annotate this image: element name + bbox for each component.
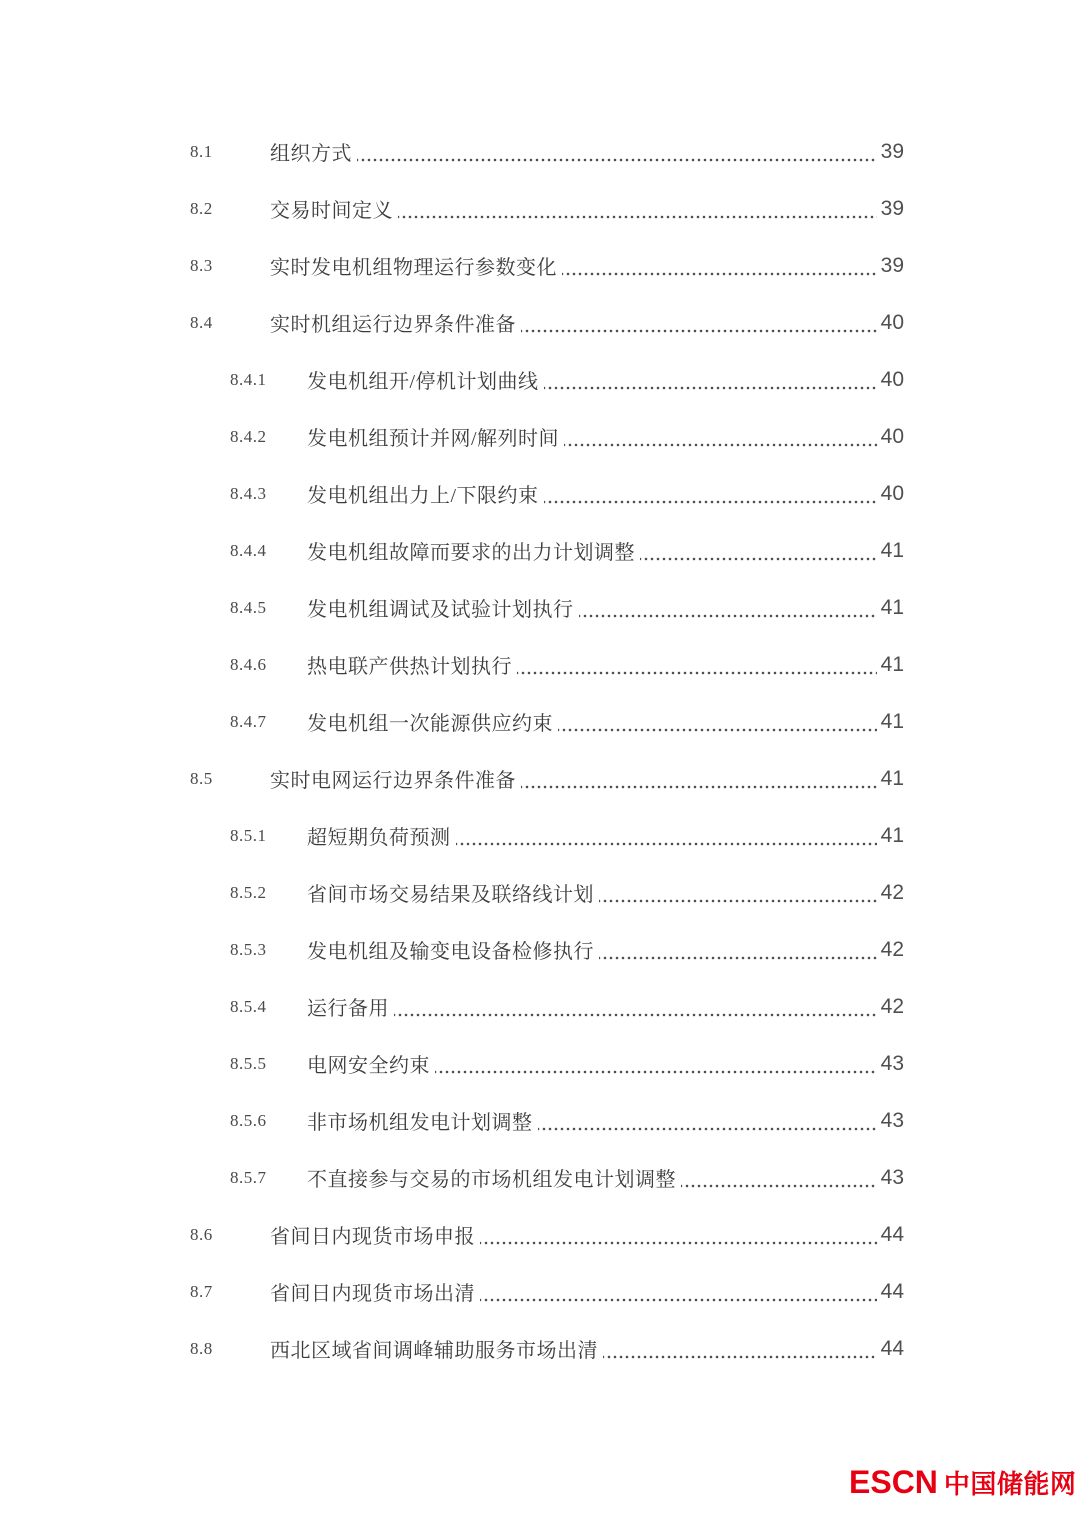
toc-entry-number: 8.3 [190,255,213,275]
toc-entry-title: 实时发电机组物理运行参数变化 [270,257,557,279]
toc-entry-number: 8.5.6 [230,1110,267,1130]
dot-leader [603,1320,877,1377]
toc-entry-page: 39 [880,253,904,277]
toc-entry [0,522,1080,579]
toc-entry-title: 发电机组开/停机计划曲线 [307,371,539,393]
escn-logo-latin-text: ESCN [849,1464,938,1500]
toc-entry [0,978,1080,1035]
toc-entry-title: 西北区域省间调峰辅助服务市场出清 [270,1340,598,1362]
toc-entry-number: 8.2 [190,198,213,218]
toc-entry [0,864,1080,921]
toc-entry [0,636,1080,693]
toc-entry-number: 8.4.1 [230,369,267,389]
toc-entry-number: 8.5.3 [230,939,267,959]
toc-entry-number: 8.4.7 [230,711,267,731]
toc-entry-number: 8.5.1 [230,825,267,845]
toc-entry-page: 41 [880,595,904,619]
toc-entry-number: 8.5.7 [230,1167,267,1187]
dot-leader [521,750,877,807]
escn-logo [849,1466,1076,1498]
toc-entry-title: 不直接参与交易的市场机组发电计划调整 [307,1169,676,1191]
toc-entry-page: 40 [880,367,904,391]
toc-entry-number: 8.5.5 [230,1053,267,1073]
toc-entry-page: 43 [880,1051,904,1075]
toc-entry-number: 8.1 [190,141,213,161]
toc-entry-page: 40 [880,481,904,505]
dot-leader [538,1092,878,1149]
toc-entry [0,1263,1080,1320]
toc-entry [0,1035,1080,1092]
toc-entry-page: 41 [880,823,904,847]
toc-entry-title: 热电联产供热计划执行 [307,656,512,678]
dot-leader [558,693,877,750]
toc-entry [0,1092,1080,1149]
toc-entry-title: 发电机组出力上/下限约束 [307,485,539,507]
toc-entry-title: 发电机组一次能源供应约束 [307,713,553,735]
toc-entry-title: 超短期负荷预测 [307,827,451,849]
toc-entry-page: 43 [880,1108,904,1132]
dot-leader [521,294,877,351]
toc-entry-title: 组织方式 [270,143,352,165]
dot-leader [564,408,877,465]
toc-entry-page: 41 [880,652,904,676]
toc-entry [0,579,1080,636]
toc-entry-title: 发电机组及输变电设备检修执行 [307,941,594,963]
toc-entry-page: 39 [880,196,904,220]
toc-list [0,123,1080,1377]
toc-entry-number: 8.4.5 [230,597,267,617]
toc-entry-title: 发电机组故障而要求的出力计划调整 [307,542,635,564]
toc-entry [0,465,1080,522]
toc-entry-title: 交易时间定义 [270,200,393,222]
toc-entry-title: 发电机组调试及试验计划执行 [307,599,574,621]
toc-entry-page: 44 [880,1336,904,1360]
toc-entry-number: 8.4.6 [230,654,267,674]
toc-entry-number: 8.5.2 [230,882,267,902]
toc-entry [0,693,1080,750]
toc-entry [0,237,1080,294]
toc-entry-number: 8.8 [190,1338,213,1358]
toc-entry-page: 41 [880,709,904,733]
toc-entry-title: 电网安全约束 [307,1055,430,1077]
toc-entry-page: 43 [880,1165,904,1189]
toc-entry-title: 非市场机组发电计划调整 [307,1112,533,1134]
toc-entry-number: 8.6 [190,1224,213,1244]
dot-leader [398,180,877,237]
toc-entry [0,1320,1080,1377]
escn-logo-chinese-text: 中国储能网 [943,1469,1077,1499]
toc-entry-number: 8.4.4 [230,540,267,560]
toc-entry [0,1206,1080,1263]
toc-entry [0,750,1080,807]
toc-entry [0,807,1080,864]
dot-leader [480,1206,877,1263]
dot-leader [544,465,877,522]
toc-entry-page: 39 [880,139,904,163]
toc-entry [0,408,1080,465]
toc-entry-title: 省间日内现货市场申报 [270,1226,475,1248]
toc-entry-number: 8.7 [190,1281,213,1301]
toc-entry-page: 44 [880,1279,904,1303]
dot-leader [394,978,877,1035]
dot-leader [357,123,877,180]
toc-entry [0,123,1080,180]
toc-entry-number: 8.5.4 [230,996,267,1016]
toc-entry-number: 8.4.2 [230,426,267,446]
toc-entry-page: 41 [880,766,904,790]
dot-leader [579,579,878,636]
toc-entry-title: 实时电网运行边界条件准备 [270,770,516,792]
toc-entry-number: 8.5 [190,768,213,788]
toc-entry-number: 8.4 [190,312,213,332]
dot-leader [480,1263,877,1320]
dot-leader [456,807,878,864]
toc-entry-page: 40 [880,310,904,334]
dot-leader [599,864,877,921]
toc-entry [0,351,1080,408]
toc-entry-page: 42 [880,937,904,961]
toc-entry-title: 省间日内现货市场出清 [270,1283,475,1305]
toc-entry-page: 40 [880,424,904,448]
dot-leader [517,636,877,693]
toc-entry [0,294,1080,351]
toc-entry-title: 发电机组预计并网/解列时间 [307,428,560,450]
dot-leader [544,351,877,408]
toc-entry-title: 省间市场交易结果及联络线计划 [307,884,594,906]
toc-entry-page: 41 [880,538,904,562]
toc-entry-title: 运行备用 [307,998,389,1020]
dot-leader [562,237,877,294]
toc-entry-page: 44 [880,1222,904,1246]
toc-entry-page: 42 [880,880,904,904]
dot-leader [681,1149,877,1206]
toc-entry-page: 42 [880,994,904,1018]
dot-leader [640,522,877,579]
dot-leader [599,921,877,978]
toc-entry [0,921,1080,978]
toc-entry [0,1149,1080,1206]
toc-entry [0,180,1080,237]
dot-leader [435,1035,877,1092]
toc-entry-number: 8.4.3 [230,483,267,503]
toc-entry-title: 实时机组运行边界条件准备 [270,314,516,336]
